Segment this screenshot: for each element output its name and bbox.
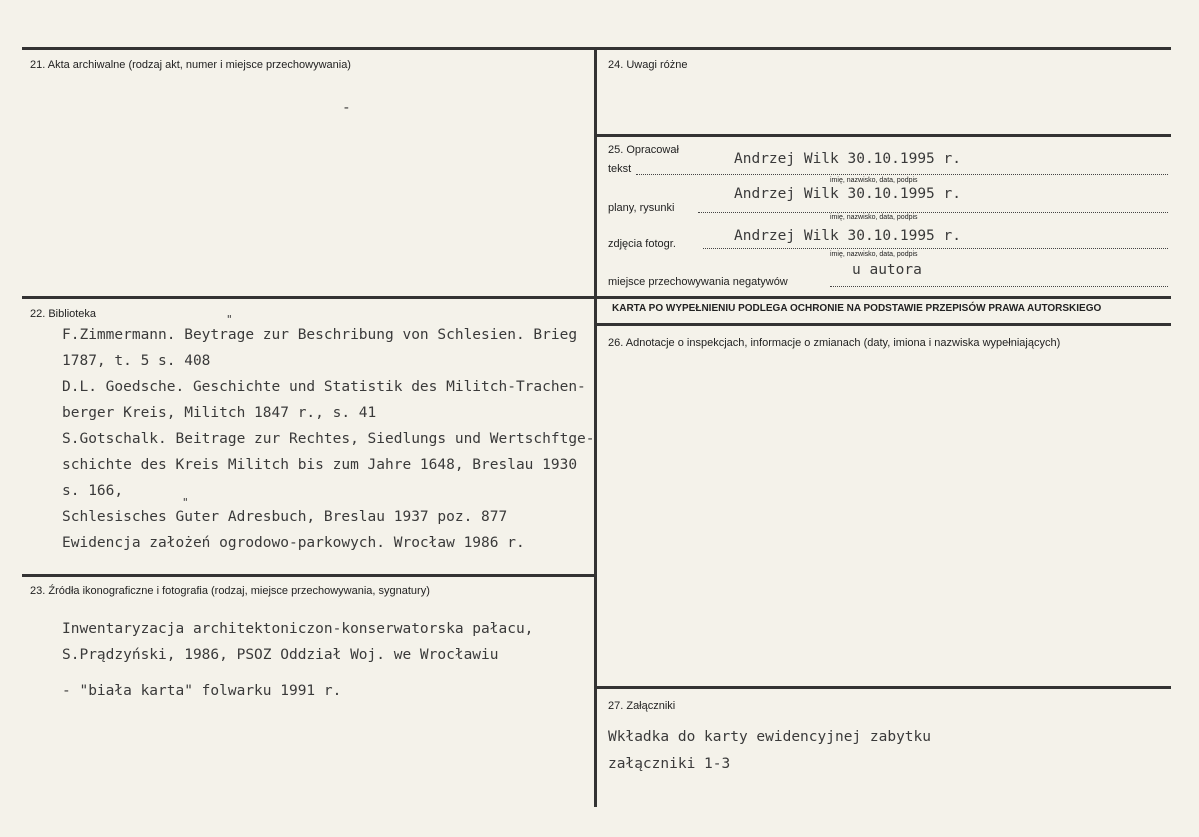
section-22-label: 22. Biblioteka [30, 308, 97, 320]
attachment-line: załączniki 1-3 [608, 756, 731, 772]
bib-line: 1787, t. 5 s. 408 [62, 353, 211, 369]
bib-line: schichte des Kreis Militch bis zum Jahre 1648, Breslau 1930 [62, 457, 578, 473]
icon-source-line: - "biała karta" folwarku 1991 r. [62, 683, 342, 699]
negatywy-dotline [830, 286, 1168, 287]
plany-sub: imię, nazwisko, data, podpis [830, 214, 918, 221]
rule-22-23 [22, 574, 596, 577]
zdjecia-dotline [703, 248, 1168, 249]
zdjecia-sub: imię, nazwisko, data, podpis [830, 251, 918, 258]
bib-line: Schlesisches Guter Adresbuch, Breslau 1937 poz. 877 [62, 509, 508, 525]
zdjecia-label: zdjęcia fotogr. [608, 238, 676, 250]
tekst-sub: imię, nazwisko, data, podpis [830, 177, 918, 184]
tekst-value: Andrzej Wilk 30.10.1995 r. [734, 151, 961, 167]
tekst-dotline [636, 174, 1168, 175]
section-26-label: 26. Adnotacje o inspekcjach, informacje o zmianach (daty, imiona i nazwiska wypełniających) [608, 337, 1061, 349]
attachment-line: Wkładka do karty ewidencyjnej zabytku [608, 729, 932, 745]
bib-line: F.Zimmermann. Beytrage zur Beschribung von Schlesien. Brieg [62, 327, 578, 343]
bib-line: s. 166, [62, 483, 124, 499]
section-27-label: 27. Załączniki [608, 700, 676, 712]
rule-26-27 [596, 686, 1171, 689]
zdjecia-value: Andrzej Wilk 30.10.1995 r. [734, 228, 961, 244]
section-25-label: 25. Opracował [608, 144, 679, 156]
bib-line: S.Gotschalk. Beitrage zur Rechtes, Siedlungs und Wertschftge- [62, 431, 595, 447]
copyright-notice: KARTA PO WYPEŁNIENIU PODLEGA OCHRONIE NA PODSTAWIE PRZEPISÓW PRAWA AUTORSKIEGO [612, 303, 1102, 314]
rule-notice-top [596, 296, 1171, 299]
section-21-label: 21. Akta archiwalne (rodzaj akt, numer i miejsce przechowywania) [30, 59, 351, 71]
section-23-label: 23. Źródła ikonograficzne i fotografia (rodzaj, miejsce przechowywania, sygnatury) [30, 585, 430, 597]
negatywy-label: miejsce przechowywania negatywów [608, 276, 788, 288]
plany-value: Andrzej Wilk 30.10.1995 r. [734, 186, 961, 202]
negatywy-value: u autora [852, 262, 922, 278]
rule-notice-bottom [596, 323, 1171, 326]
umlaut-mark-2: " [182, 496, 189, 509]
rule-24-25 [596, 134, 1171, 137]
icon-source-line: S.Prądzyński, 1986, PSOZ Oddział Woj. we Wrocławiu [62, 647, 499, 663]
bib-line: D.L. Goedsche. Geschichte und Statistik des Militch-Trachen- [62, 379, 586, 395]
section-21-value: - [342, 100, 351, 116]
rule-21-22 [22, 296, 596, 299]
plany-dotline [698, 212, 1168, 213]
umlaut-mark-1: " [226, 313, 233, 326]
bib-line: Ewidencja założeń ogrodowo-parkowych. Wrocław 1986 r. [62, 535, 525, 551]
icon-source-line: Inwentaryzacja architektoniczon-konserwatorska pałacu, [62, 621, 534, 637]
tekst-label: tekst [608, 163, 632, 175]
bib-line: berger Kreis, Militch 1847 r., s. 41 [62, 405, 377, 421]
plany-label: plany, rysunki [608, 202, 675, 214]
center-divider [594, 47, 597, 807]
section-24-label: 24. Uwagi różne [608, 59, 688, 71]
